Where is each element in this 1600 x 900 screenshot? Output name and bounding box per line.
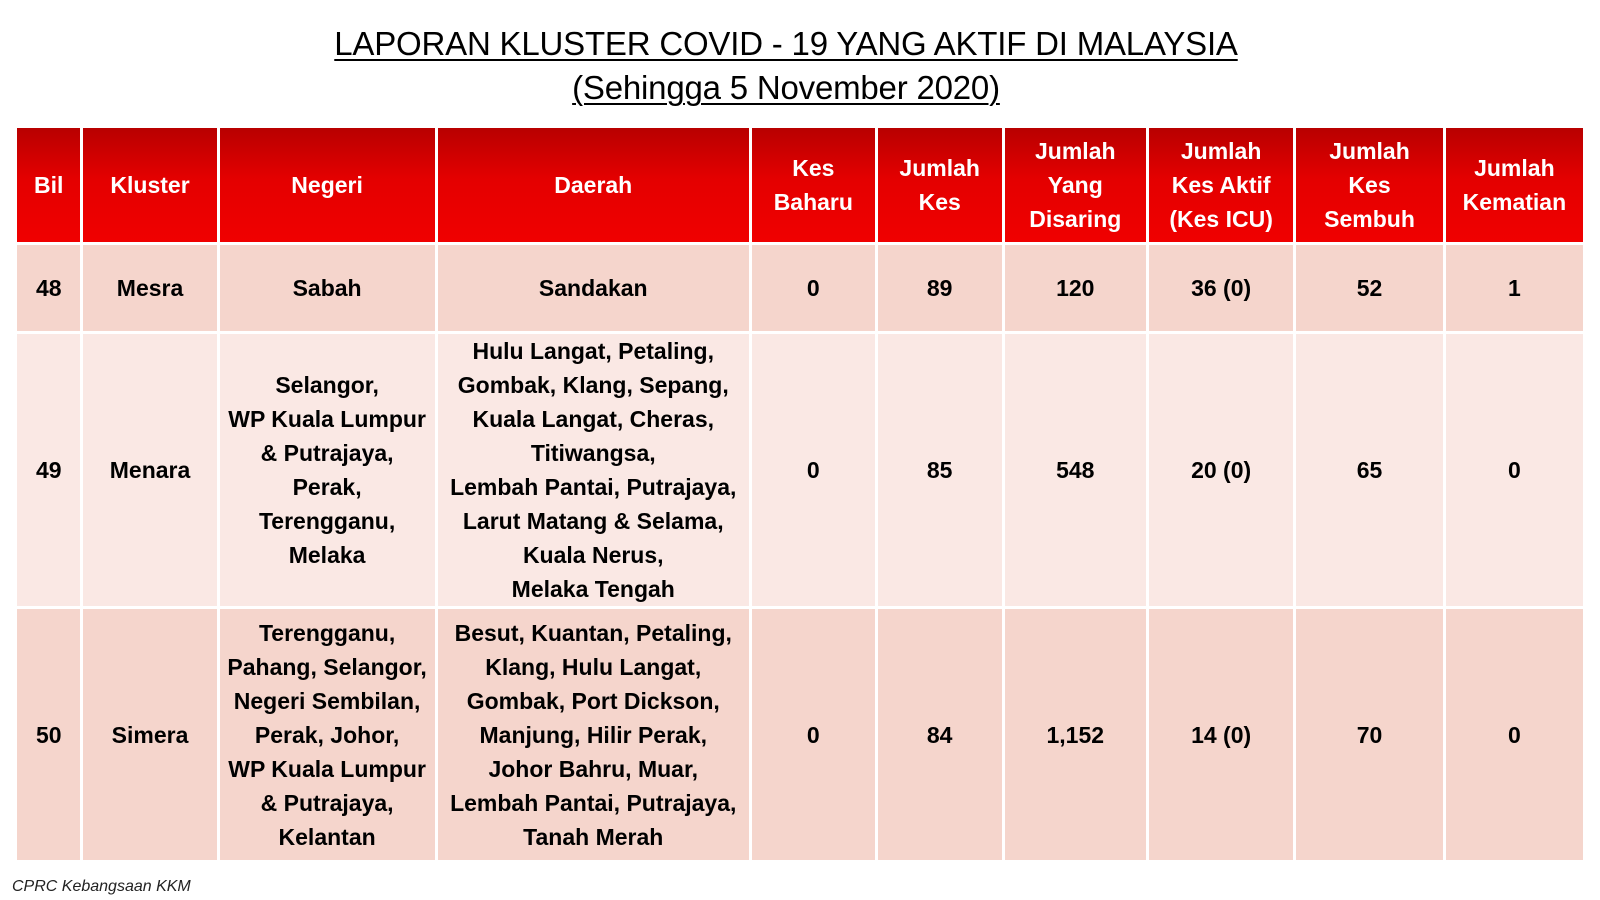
cell-kluster: Mesra bbox=[83, 245, 216, 331]
source-footnote: CPRC Kebangsaan KKM bbox=[12, 878, 191, 895]
table-row bbox=[17, 609, 1583, 860]
cell-kluster: Simera bbox=[83, 609, 216, 860]
cell-jumlah-disaring: 548 bbox=[1005, 334, 1146, 606]
cell-kluster: Menara bbox=[83, 334, 216, 606]
cell-kes-baharu: 0 bbox=[752, 245, 875, 331]
cell-jumlah-kes: 89 bbox=[878, 245, 1002, 331]
cell-bil: 50 bbox=[17, 609, 80, 860]
header-bil: Bil bbox=[17, 128, 80, 242]
header-negeri: Negeri bbox=[220, 128, 435, 242]
cell-kematian: 0 bbox=[1446, 609, 1583, 860]
cell-negeri: Selangor, WP Kuala Lumpur & Putrajaya, Perak, Terengganu, Melaka bbox=[220, 334, 435, 606]
cell-bil: 48 bbox=[17, 245, 80, 331]
cell-jumlah-disaring: 120 bbox=[1005, 245, 1146, 331]
table-row bbox=[17, 334, 1583, 606]
table-header-row bbox=[17, 128, 1583, 242]
header-daerah: Daerah bbox=[438, 128, 749, 242]
cell-kes-aktif: 20 (0) bbox=[1149, 334, 1293, 606]
cell-jumlah-kes: 84 bbox=[878, 609, 1002, 860]
header-jumlah-kes: Jumlah Kes bbox=[878, 128, 1002, 242]
report-title-line2: (Sehingga 5 November 2020) bbox=[572, 69, 1000, 106]
cell-kes-sembuh: 52 bbox=[1296, 245, 1442, 331]
header-kes-baharu: Kes Baharu bbox=[752, 128, 875, 242]
cell-kes-baharu: 0 bbox=[752, 334, 875, 606]
header-kes-aktif: Jumlah Kes Aktif (Kes ICU) bbox=[1149, 128, 1293, 242]
report-title-line1: LAPORAN KLUSTER COVID - 19 YANG AKTIF DI MALAYSIA bbox=[334, 25, 1238, 62]
header-kes-sembuh: Jumlah Kes Sembuh bbox=[1296, 128, 1442, 242]
cell-kematian: 1 bbox=[1446, 245, 1583, 331]
cell-bil: 49 bbox=[17, 334, 80, 606]
cell-jumlah-kes: 85 bbox=[878, 334, 1002, 606]
cell-jumlah-disaring: 1,152 bbox=[1005, 609, 1146, 860]
cell-kematian: 0 bbox=[1446, 334, 1583, 606]
table-row bbox=[17, 245, 1583, 331]
cell-kes-sembuh: 65 bbox=[1296, 334, 1442, 606]
cell-kes-baharu: 0 bbox=[752, 609, 875, 860]
cell-kes-sembuh: 70 bbox=[1296, 609, 1442, 860]
cell-daerah: Besut, Kuantan, Petaling, Klang, Hulu Langat, Gombak, Port Dickson, Manjung, Hilir Perak, Johor Bahru, Muar, Lembah Pantai, Putrajaya, Tanah Merah bbox=[438, 609, 749, 860]
report-title bbox=[0, 22, 1572, 110]
cell-negeri: Sabah bbox=[220, 245, 435, 331]
header-kematian: Jumlah Kematian bbox=[1446, 128, 1583, 242]
header-kluster: Kluster bbox=[83, 128, 216, 242]
header-jumlah-disaring: Jumlah Yang Disaring bbox=[1005, 128, 1146, 242]
cell-kes-aktif: 14 (0) bbox=[1149, 609, 1293, 860]
cell-daerah: Sandakan bbox=[438, 245, 749, 331]
cluster-table bbox=[14, 125, 1586, 863]
cell-negeri: Terengganu, Pahang, Selangor, Negeri Sembilan, Perak, Johor, WP Kuala Lumpur & Putrajaya, Kelantan bbox=[220, 609, 435, 860]
cell-kes-aktif: 36 (0) bbox=[1149, 245, 1293, 331]
cell-daerah: Hulu Langat, Petaling, Gombak, Klang, Sepang, Kuala Langat, Cheras, Titiwangsa, Lembah Pantai, Putrajaya, Larut Matang & Selama, Kuala Nerus, Melaka Tengah bbox=[438, 334, 749, 606]
